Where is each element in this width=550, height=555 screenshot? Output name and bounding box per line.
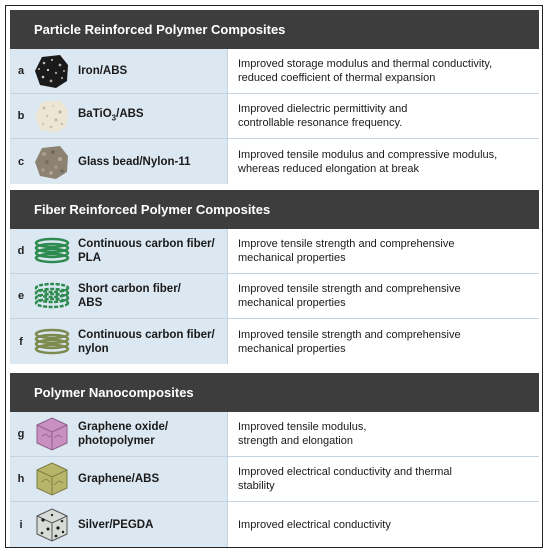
table-row bbox=[10, 94, 539, 139]
row-letter: f bbox=[19, 335, 23, 348]
row-letter: e bbox=[17, 290, 25, 302]
row-letter: a bbox=[17, 65, 25, 77]
property-description: Improved dielectric permittivity and controllable resonance frequency. bbox=[228, 94, 539, 138]
property-description: Improved electrical conductivity bbox=[228, 502, 539, 547]
table-row bbox=[10, 412, 539, 457]
table-row bbox=[10, 49, 539, 94]
table-row bbox=[10, 274, 539, 319]
property-description: Improved tensile strength and comprehensive mechanical properties bbox=[228, 319, 539, 364]
table-row bbox=[10, 229, 539, 274]
composites-table bbox=[5, 5, 543, 548]
section-particle bbox=[10, 10, 539, 184]
section-title: Fiber Reinforced Polymer Composites bbox=[10, 190, 539, 229]
graphene-cube-icon bbox=[34, 461, 70, 497]
material-name: Continuous carbon fiber/ nylon bbox=[78, 328, 215, 355]
section-nanocomposites bbox=[10, 373, 539, 547]
material-name: Glass bead/Nylon-11 bbox=[78, 155, 191, 168]
silver-cube-icon bbox=[34, 507, 70, 543]
section-title: Particle Reinforced Polymer Composites bbox=[10, 10, 539, 49]
green-short-fiber-coil-icon bbox=[34, 278, 70, 314]
material-name: Continuous carbon fiber/ PLA bbox=[78, 238, 215, 264]
section-title: Polymer Nanocomposites bbox=[10, 373, 539, 412]
property-description: Improved tensile strength and comprehensive mechanical properties bbox=[228, 274, 539, 318]
row-letter: h bbox=[17, 473, 25, 485]
property-description: Improved tensile modulus and compressive modulus, whereas reduced elongation at break bbox=[228, 139, 539, 184]
table-row bbox=[10, 139, 539, 184]
material-name: Graphene oxide/ photopolymer bbox=[78, 421, 169, 447]
row-letter: i bbox=[19, 518, 23, 531]
glass-bead-particle-icon bbox=[34, 144, 70, 180]
row-letter: d bbox=[17, 245, 25, 257]
olive-fiber-coil-icon bbox=[34, 324, 70, 360]
row-letter: g bbox=[17, 428, 25, 440]
section-fiber bbox=[10, 190, 539, 364]
graphene-oxide-cube-icon bbox=[34, 416, 70, 452]
property-description: Improved tensile modulus, strength and elongation bbox=[228, 412, 539, 456]
material-name: Silver/PEGDA bbox=[78, 518, 154, 531]
iron-particle-icon bbox=[34, 53, 70, 89]
property-description: Improved electrical conductivity and thermal stability bbox=[228, 457, 539, 501]
material-name: Graphene/ABS bbox=[78, 473, 160, 485]
batio3-particle-icon bbox=[34, 98, 70, 134]
property-description: Improved storage modulus and thermal conductivity, reduced coefficient of thermal expansion bbox=[228, 49, 539, 93]
green-fiber-coil-icon bbox=[34, 233, 70, 269]
row-letter: b bbox=[17, 110, 25, 122]
table-row bbox=[10, 457, 539, 502]
material-name: Iron/ABS bbox=[78, 65, 128, 77]
material-name: Short carbon fiber/ ABS bbox=[78, 283, 181, 309]
table-row bbox=[10, 502, 539, 547]
property-description: Improve tensile strength and comprehensive mechanical properties bbox=[228, 229, 539, 273]
material-name: BaTiO$_3$/ABS bbox=[78, 107, 144, 123]
table-row bbox=[10, 319, 539, 364]
row-letter: c bbox=[17, 155, 25, 168]
